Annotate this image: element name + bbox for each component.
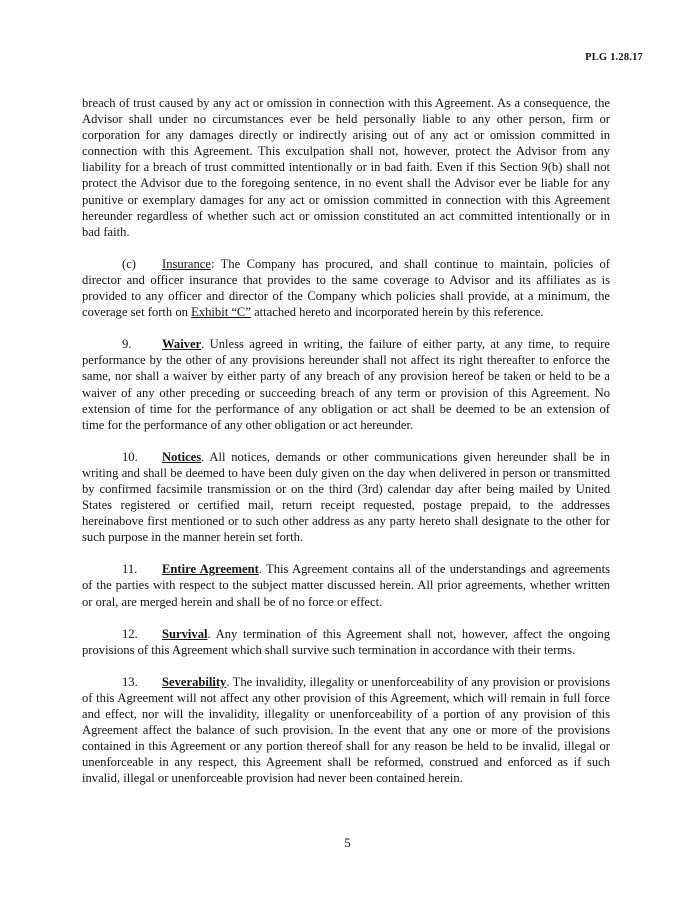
section-insurance [82, 256, 610, 320]
section-number: 9. [122, 337, 132, 352]
section-waiver [82, 336, 610, 433]
section-number: 11. [122, 562, 138, 577]
exhibit-reference: Exhibit “C” [191, 305, 251, 320]
section-number: (c) [122, 256, 136, 271]
section-survival [82, 626, 610, 658]
section-text: . All notices, demands or other communications given hereunder shall be in writing and shall be deemed to have been duly given on the day when delivered in person or transmitted by confirmed facsimile transmission or on the third (3rd) calendar day after being mailed by United States registered or certified mail, return receipt requested, postage prepaid, to the addresses hereinabove first mentioned or to such other address as any party hereto shall designate to the other for such purpose in the manner herein set forth. [82, 449, 610, 545]
document-code: PLG 1.28.17 [585, 52, 643, 63]
section-notices [82, 449, 610, 546]
section-heading: Survival [162, 626, 208, 641]
section-text: . The invalidity, illegality or unenforceability of any provision or provisions of this Agreement will not affect any other provision of this Agreement, which will remain in full force and effect, nor will the invalidity, illegality or unenforceability of a portion of any provision of this Agreement affect the balance of such provision. In the event that any one or more of the provisions contained in this Agreement or any portion thereof shall for any reason be held to be invalid, illegal or unenforceable in any respect, this Agreement shall be reformed, construed and enforced as if such invalid, illegal or unenforceable provision had never been contained herein. [82, 674, 610, 786]
section-text: . Any termination of this Agreement shall not, however, affect the ongoing provisions of this Agreement which shall survive such termination in accordance with their terms. [82, 626, 610, 657]
continuation-paragraph [82, 95, 610, 240]
section-text: . Unless agreed in writing, the failure of either party, at any time, to require performance by the other of any provisions hereunder shall not affect its right thereafter to enforce the same, nor shall a waiver by either party of any breach of any provision hereof be taken or held to be a waiver of any other preceding or succeeding breach of any term or provision of this Agreement. No extension of time for the performance of any obligation or act shall be deemed to be an extension of time for the performance of any other obligation or act hereunder. [82, 337, 610, 432]
continuation-text: breach of trust caused by any act or omission in connection with this Agreement. As a consequence, the Advisor shall under no circumstances ever be held personally liable to any other person, firm or corporation for any damages directly or indirectly arising out of any act or omission committed in connection with this Agreement. This exculpation shall not, however, protect the Advisor from any liability for a breach of trust committed intentionally or in bad faith. Even if this Section 9(b) shall not protect the Advisor due to the foregoing sentence, in no event shall the Advisor ever be liable for any punitive or exemplary damages for any act or omission committed in connection with this Agreement hereunder regardless of whether such act or omission constituted an act committed intentionally or in bad faith. [82, 96, 610, 239]
section-number: 12. [122, 626, 138, 641]
section-entire-agreement [82, 561, 610, 609]
section-text-end: attached hereto and incorporated herein by this reference. [250, 305, 544, 320]
page-number: 5 [344, 836, 351, 850]
section-text: . This Agreement contains all of the understandings and agreements of the parties with respect to the subject matter discussed herein. All prior agreements, whether written or oral, are merged herein and shall be of no force or effect. [82, 562, 611, 609]
section-heading: Severability [162, 674, 227, 689]
document-body [82, 95, 610, 802]
section-heading: Waiver [162, 337, 202, 352]
section-heading: Entire Agreement [162, 562, 259, 577]
section-heading: Insurance [162, 256, 211, 271]
section-heading: Notices [162, 449, 202, 464]
section-number: 10. [122, 449, 138, 464]
section-severability [82, 674, 610, 787]
section-number: 13. [122, 674, 138, 689]
section-text: : The Company has procured, and shall continue to maintain, policies of director and officer insurance that provides to the same coverage to Advisor and its affiliates as is provided to any officer and director of the Company which policies shall provide, at a minimum, the coverage set forth on [82, 256, 610, 320]
